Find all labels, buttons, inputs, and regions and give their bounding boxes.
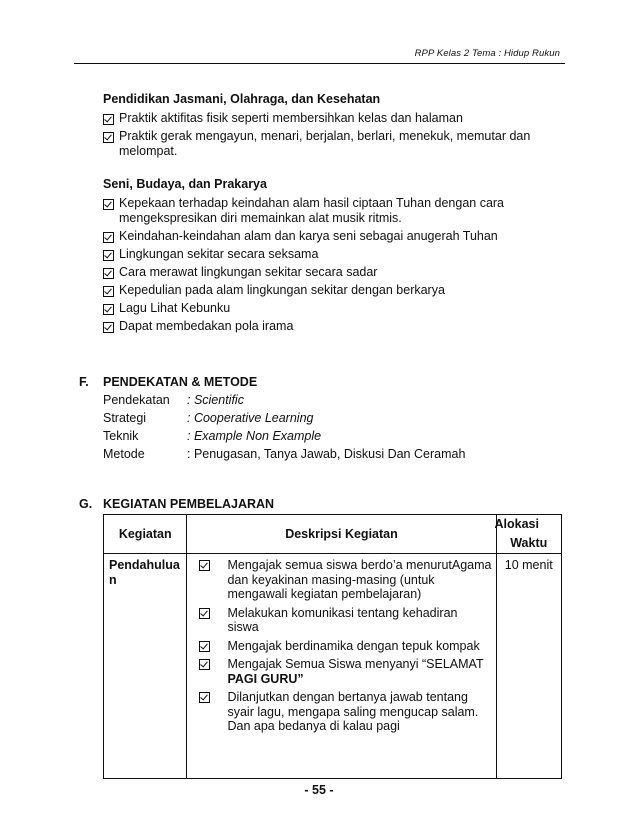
checkbox-icon — [199, 608, 210, 619]
sbdp-item-text: mengekspresikan diri memainkan alat musik ritmis. — [119, 211, 402, 225]
header-rule — [74, 63, 565, 64]
method-label: Teknik — [103, 429, 139, 443]
method-row — [103, 447, 543, 465]
sbdp-item-text: Cara merawat lingkungan sekitar secara sadar — [119, 265, 378, 279]
page-number: - 55 - — [304, 783, 334, 797]
header-alokasi-line2: Waktu — [510, 536, 548, 550]
sbdp-item — [103, 196, 543, 226]
deskripsi-item — [195, 657, 491, 686]
kegiatan-line2: n — [109, 572, 117, 587]
method-row — [103, 393, 543, 411]
checkbox-icon — [103, 250, 114, 261]
method-label: Strategi — [103, 411, 147, 425]
header-deskripsi: Deskripsi Kegiatan — [187, 515, 496, 554]
checkbox-icon — [103, 286, 114, 297]
sbdp-title: Seni, Budaya, dan Prakarya — [103, 177, 267, 191]
deskripsi-item-text: Mengajak semua siswa berdo’a menurutAgama — [227, 558, 492, 572]
pjok-title: Pendidikan Jasmani, Olahraga, dan Kesehatan — [103, 92, 381, 106]
deskripsi-item-text: Mengajak Semua Siswa menyanyi “SELAMAT — [227, 657, 484, 671]
sbdp-list — [103, 196, 543, 337]
checkbox-icon — [103, 322, 114, 333]
header-kegiatan: Kegiatan — [104, 515, 187, 554]
deskripsi-item — [195, 639, 491, 654]
deskripsi-item-text: siswa — [227, 620, 259, 634]
sbdp-item — [103, 319, 543, 334]
section-f-title: PENDEKATAN & METODE — [103, 375, 258, 389]
sbdp-item-text: Keindahan-keindahan alam dan karya seni sebagai anugerah Tuhan — [119, 229, 498, 243]
pjok-item — [103, 111, 543, 126]
method-label: Pendekatan — [103, 393, 170, 407]
checkbox-icon — [103, 232, 114, 243]
cell-deskripsi — [187, 554, 496, 779]
deskripsi-item-text: Dan apa bedanya di kalau pagi — [227, 719, 400, 733]
pjok-list — [103, 111, 543, 162]
pjok-item-text: melompat. — [119, 144, 178, 158]
method-row — [103, 429, 543, 447]
deskripsi-item — [195, 606, 491, 635]
checkbox-icon — [103, 304, 114, 315]
deskripsi-item-text: Melakukan komunikasi tentang kehadiran — [227, 605, 458, 620]
deskripsi-item-text: syair lagu, mengapa saling mengucap salam. — [227, 704, 479, 719]
deskripsi-item-text: Dilanjutkan dengan bertanya jawab tentang — [227, 690, 468, 704]
deskripsi-item — [195, 690, 491, 734]
checkbox-icon — [103, 114, 114, 125]
deskripsi-item-text: Mengajak berdinamika dengan tepuk kompak — [227, 638, 480, 653]
sbdp-item — [103, 247, 543, 262]
section-f-letter: F. — [79, 375, 89, 389]
deskripsi-item-text: PAGI GURU” — [227, 671, 304, 686]
deskripsi-item-text: dan keyakinan masing-masing (untuk — [227, 572, 435, 587]
sbdp-item-text: Lingkungan sekitar secara seksama — [119, 247, 319, 261]
sbdp-item-text: Dapat membedakan pola irama — [119, 319, 294, 333]
waktu-value: 10 menit — [504, 558, 553, 572]
checkbox-icon — [103, 268, 114, 279]
pjok-item-text: Praktik aktifitas fisik seperti membersihkan kelas dan halaman — [119, 111, 463, 125]
checkbox-icon — [199, 641, 210, 652]
method-value: : Scientific — [187, 393, 244, 407]
checkbox-icon — [199, 659, 210, 670]
sbdp-item — [103, 283, 543, 298]
cell-kegiatan — [104, 554, 187, 779]
section-g-title: KEGIATAN PEMBELAJARAN — [103, 497, 275, 511]
running-header: RPP Kelas 2 Tema : Hidup Rukun — [414, 48, 560, 59]
table-header-row — [104, 515, 562, 554]
cell-waktu — [496, 554, 562, 779]
section-g-letter: G. — [79, 497, 93, 511]
deskripsi-item-text: mengawali kegiatan pembelajaran) — [227, 587, 422, 601]
table-row — [104, 554, 562, 779]
pjok-item-text: Praktik gerak mengayun, menari, berjalan, berlari, menekuk, memutar dan — [119, 129, 531, 143]
deskripsi-item — [195, 558, 491, 602]
method-value: : Penugasan, Tanya Jawab, Diskusi Dan Ceramah — [187, 447, 466, 461]
checkbox-icon — [199, 692, 210, 703]
method-value: : Cooperative Learning — [187, 411, 314, 425]
sbdp-item-text: Kepedulian pada alam lingkungan sekitar dengan berkarya — [119, 283, 445, 297]
checkbox-icon — [199, 560, 210, 571]
method-table — [103, 393, 543, 465]
method-value: : Example Non Example — [187, 429, 322, 443]
kegiatan-table — [103, 514, 562, 779]
sbdp-item — [103, 265, 543, 280]
header-alokasi — [496, 515, 562, 554]
sbdp-item — [103, 229, 543, 244]
pjok-item — [103, 129, 543, 159]
method-row — [103, 411, 543, 429]
sbdp-item-text: Kepekaan terhadap keindahan alam hasil ciptaan Tuhan dengan cara — [119, 196, 505, 210]
sbdp-item — [103, 301, 543, 316]
kegiatan-line1: Pendahulua — [109, 558, 180, 572]
checkbox-icon — [103, 132, 114, 143]
checkbox-icon — [103, 199, 114, 210]
sbdp-item-text: Lagu Lihat Kebunku — [119, 301, 231, 315]
header-alokasi-line1: Alokasi — [494, 517, 539, 531]
method-label: Metode — [103, 447, 145, 461]
